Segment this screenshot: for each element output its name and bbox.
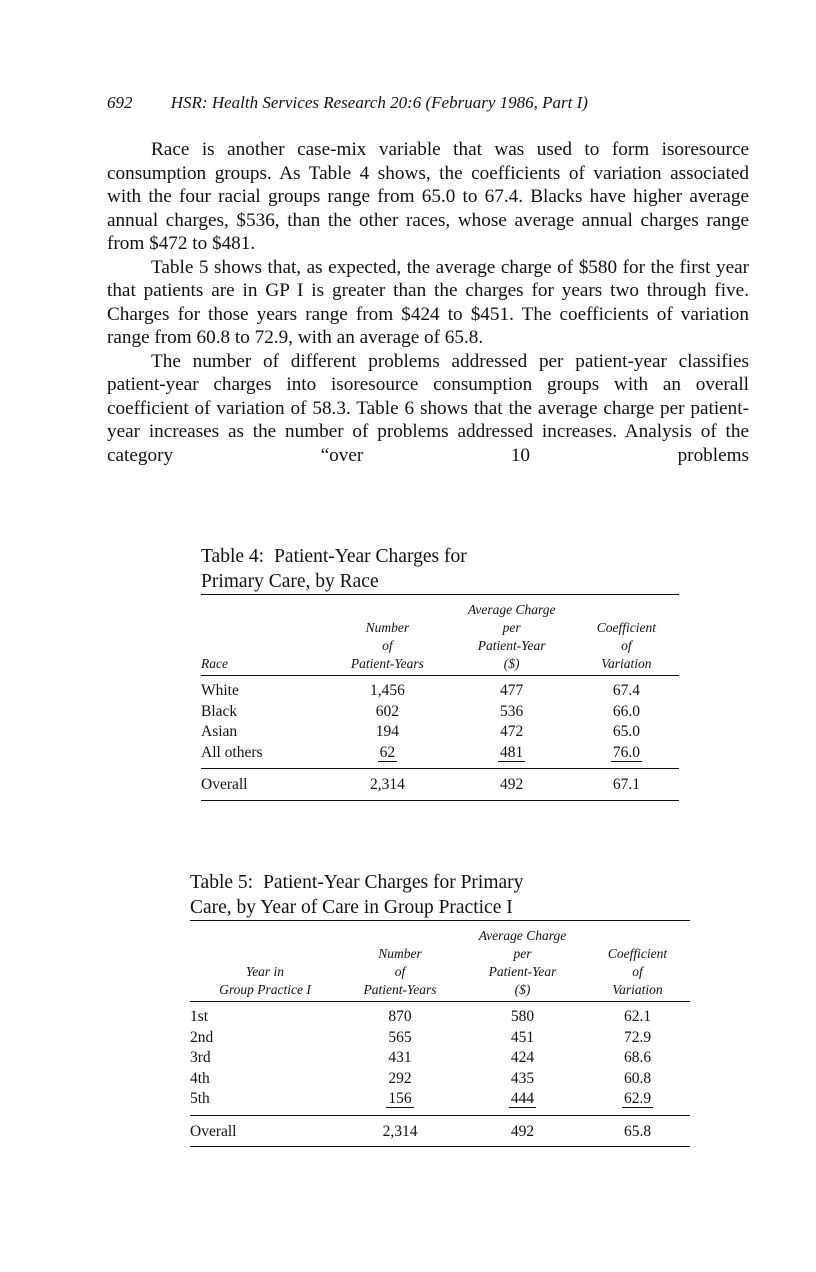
col-header-coefficient: Coefficient of Variation	[596, 620, 657, 671]
paragraph-problems: The number of different problems addressed per patient-year classifies patient-year charges into isoresource consumption groups with an overall coefficient of variation of 58.3. Table 6 shows that the average charge per patient-year increases as the number of problems addressed increases. Analysis of the category “over 10 problems	[107, 350, 749, 466]
table-row: Black 602 536 66.0	[201, 702, 640, 720]
table-4-title: Table 4: Patient-Year Charges for Primary Care, by Race	[201, 546, 467, 592]
table-row: 1st 870 580 62.1	[190, 1008, 652, 1025]
paragraph-race: Race is another case-mix variable that was used to form isoresource consumption groups. As Table 4 shows, the coefficients of variation associated with the four racial groups range from 65.0 to 67.4. Blacks have higher average annual charges, $536, than the other races, whose average annual charges range from $472 to $481.	[107, 139, 749, 254]
table-row: White 1,456 477 67.4	[201, 682, 640, 699]
table-row: 4th 292 435 60.8	[190, 1069, 652, 1087]
table-row: All others 62 481 76.0	[201, 743, 640, 761]
table-5-title: Table 5: Patient-Year Charges for Primary Care, by Year of Care in Group Practice I	[190, 872, 524, 918]
journal-citation: HSR: Health Services Research 20:6 (February 1986, Part I)	[170, 93, 588, 112]
col-header-patient-years: Number of Patient-Years	[363, 946, 437, 997]
col-header-coefficient: Coefficient of Variation	[607, 946, 668, 997]
col-header-patient-years: Number of Patient-Years	[350, 620, 424, 671]
table-4-grid	[201, 595, 679, 801]
table-5-grid	[190, 921, 690, 1147]
table-row: 2nd 565 451 72.9	[190, 1028, 652, 1046]
table-row: Asian 194 472 65.0	[201, 723, 640, 740]
table-4	[201, 544, 679, 801]
col-header-average-charge: Average Charge per Patient-Year ($)	[467, 602, 556, 671]
table-row: 5th 156 444 62.9	[190, 1090, 652, 1107]
page-number: 692	[107, 93, 133, 112]
col-header-race: Race	[201, 656, 228, 671]
table-row-overall: Overall 2,314 492 67.1	[201, 769, 679, 801]
table-row-overall: Overall 2,314 492 65.8	[190, 1115, 690, 1147]
body-text	[107, 138, 749, 467]
paragraph-table5: Table 5 shows that, as expected, the average charge of $580 for the first year that patients are in GP I is greater than the charges for years two through five. Charges for those years range from $424 to $451. The coefficients of variation range from 60.8 to 72.9, with an average of 65.8.	[107, 256, 749, 348]
col-header-year: Year in Group Practice I	[219, 964, 311, 997]
running-header	[107, 93, 588, 113]
col-header-average-charge: Average Charge per Patient-Year ($)	[478, 928, 567, 997]
table-row: 3rd 431 424 68.6	[190, 1049, 652, 1066]
table-5	[190, 870, 690, 1147]
